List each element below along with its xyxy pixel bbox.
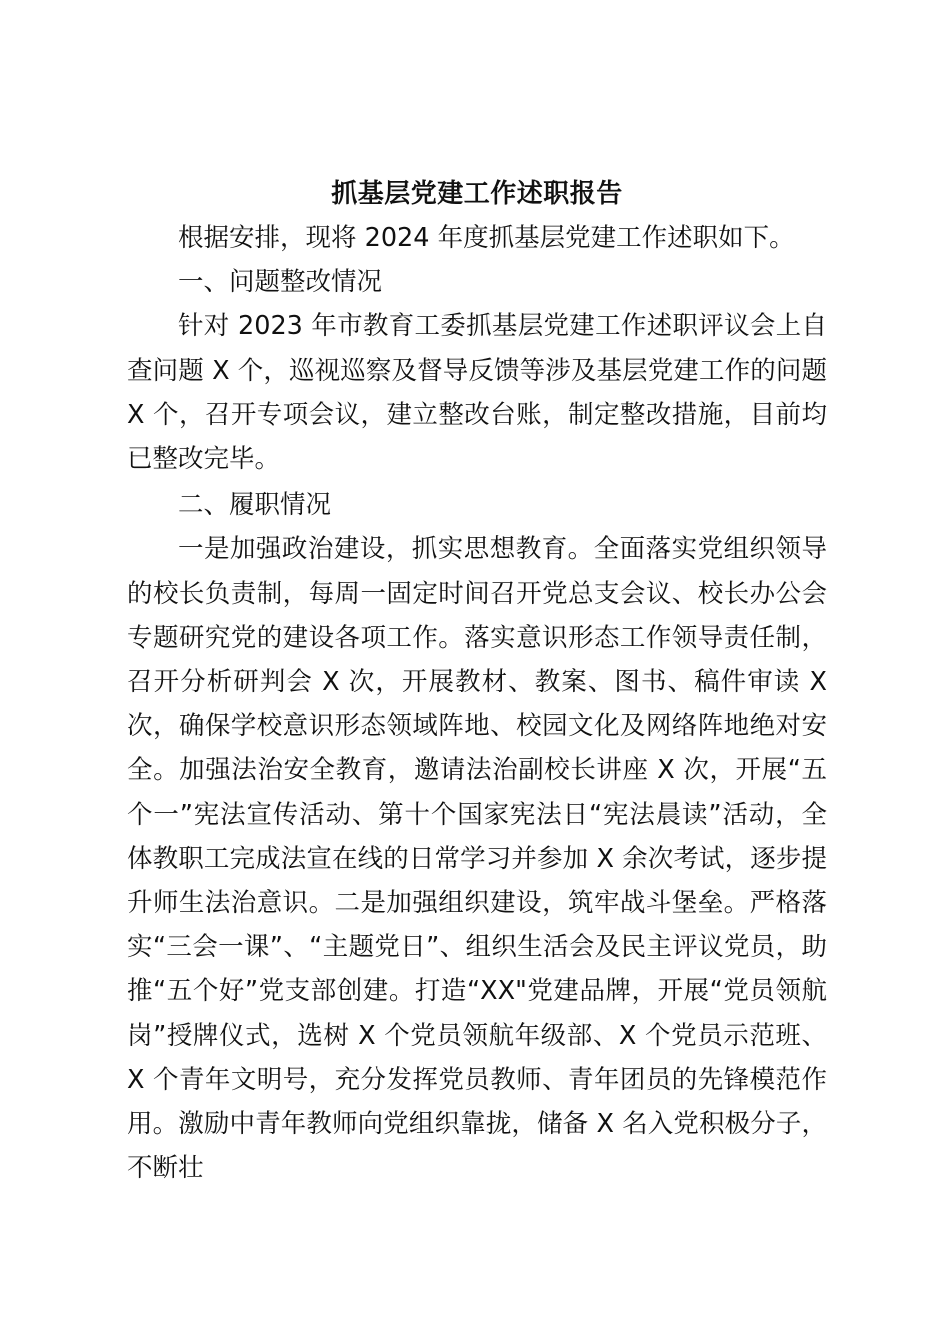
section-2-heading: 二、履职情况 [178,490,332,521]
section-1-heading: 一、问题整改情况 [178,267,383,298]
section-2-body: 一是加强政治建设，抓实思想教育。全面落实党组织领导的校长负责制，每周一固定时间召开党总支会议、校长办公会专题研究党的建设各项工作。落实意识形态工作领导责任制，召开分析研判会 X 次，开展教材、教案、图书、稿件审读 X 次，确保学校意识形态领域阵地、校园文化及网络阵地绝对安全。加强法治安全教育，邀请法治副校长讲座 X 次，开展“五个一”宪法宣传活动、第十个国家宪法日“宪法晨读”活动，全体教职工完成法宣在线的日常学习并参加 X 余次考试，逐步提升师生法治意识。二是加强组织建设，筑牢战斗堡垒。严格落实“三会一课”、“主题党日”、组织生活会及民主评议党员，助推“五个好”党支部创建。打造“XX"党建品牌，开展“党员领航岗”授牌仪式，选树 X 个党员领航年级部、X 个党员示范班、X 个青年文明号，充分发挥党员教师、青年团员的先锋模范作用。激励中青年教师向党组织靠拢，储备 X 名入党积极分子，不断壮 [127,534,827,1184]
document-title: 抓基层党建工作述职报告 [331,179,623,209]
document-page [127,172,827,1190]
intro-paragraph: 根据安排，现将 2024 年度抓基层党建工作述职如下。 [178,223,795,253]
section-1-body: 针对 2023 年市教育工委抓基层党建工作述职评议会上自查问题 X 个，巡视巡察及督导反馈等涉及基层党建工作的问题 X 个，召开专项会议，建立整改台账，制定整改措施，目前均已整改完毕。 [127,311,827,475]
